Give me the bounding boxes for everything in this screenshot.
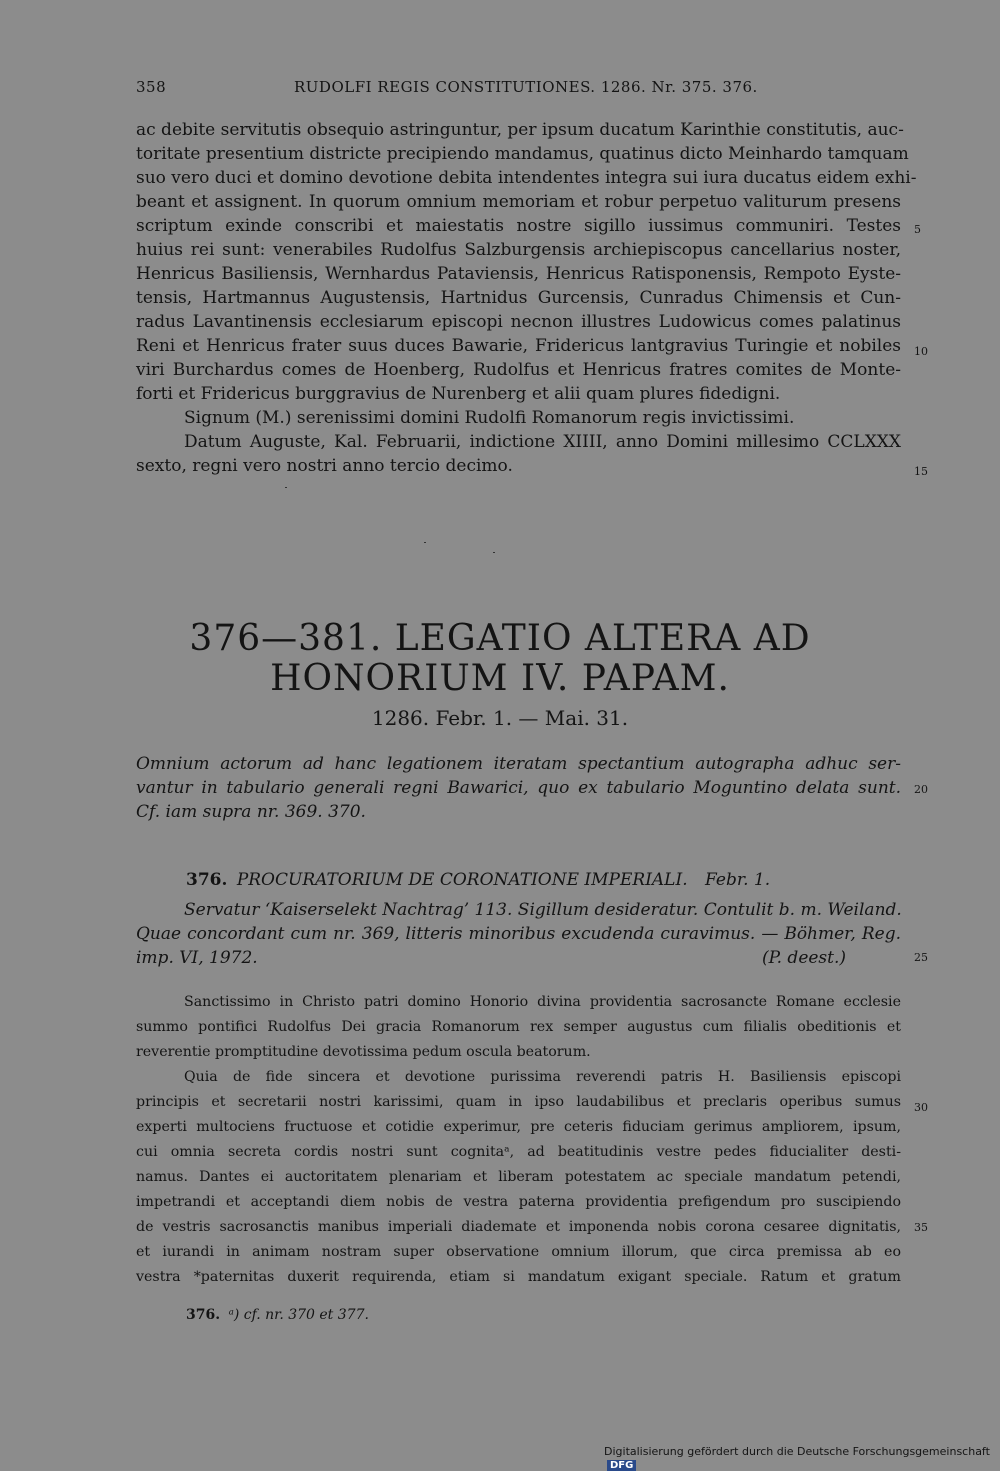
apparatus bbox=[136, 898, 901, 970]
section-title-line2: HONORIUM IV. PAPAM. bbox=[270, 658, 730, 699]
line-number: 20 bbox=[914, 783, 928, 796]
text-line: Cf. iam supra nr. 369. 370. bbox=[136, 802, 366, 822]
text-line: summo pontifici Rudolfus Dei gracia Romanorum rex semper augustus cum filialis obeditionis et bbox=[136, 1019, 901, 1035]
text-line: Datum Auguste, Kal. Februarii, indictione XIIII, anno Domini millesimo CCLXXX bbox=[184, 432, 901, 452]
dfg-logo: DFG bbox=[607, 1460, 636, 1471]
line-number: 5 bbox=[914, 223, 921, 236]
line-number: 30 bbox=[914, 1101, 928, 1114]
text-line: reverentie promptitudine devotissima pedum oscula beatorum. bbox=[136, 1044, 591, 1060]
line-number: 25 bbox=[914, 951, 928, 964]
text-line: radus Lavantinensis ecclesiarum episcopi necnon illustres Ludowicus comes palatinus bbox=[136, 312, 901, 332]
text-line: et iurandi in animam nostram super observatione omnium illorum, que circa premissa ab eo bbox=[136, 1244, 901, 1260]
apparatus-note: (P. deest.) bbox=[762, 948, 847, 968]
text-line: cui omnia secreta cordis nostri sunt cognitaᵃ, ad beatitudinis vestre pedes fiducialiter desti- bbox=[136, 1144, 901, 1160]
text-line: toritate presentium districte precipiendo mandamus, quatinus dicto Meinhardo tamquam bbox=[136, 144, 909, 164]
apparatus-source: imp. VI, 1972. bbox=[136, 948, 258, 968]
text-line: forti et Fridericus burggravius de Nurenberg et alii quam plures fidedigni. bbox=[136, 384, 781, 404]
text-line: beant et assignent. In quorum omnium memoriam et robur perpetuo valiturum presens bbox=[136, 192, 901, 212]
text-line: vestra *paternitas duxerit requirenda, etiam si mandatum exigant speciale. Ratum et gratum bbox=[136, 1269, 901, 1285]
scan-speck bbox=[424, 542, 426, 543]
text-line: ac debite servitutis obsequio astringuntur, per ipsum ducatum Karinthie constitutis, auc- bbox=[136, 120, 904, 140]
section-dates: 1286. Febr. 1. — Mai. 31. bbox=[371, 706, 629, 730]
text-line: Signum (M.) serenissimi domini Rudolfi Romanorum regis invictissimi. bbox=[184, 408, 795, 428]
text-line: tensis, Hartmannus Augustensis, Hartnidus Gurcensis, Cunradus Chimensis et Cun- bbox=[136, 288, 901, 308]
document-heading bbox=[186, 870, 770, 890]
scan-speck bbox=[493, 552, 495, 553]
document-title: PROCURATORIUM DE CORONATIONE IMPERIALI. bbox=[236, 870, 688, 890]
text-line: viri Burchardus comes de Hoenberg, Rudolfus et Henricus fratres comites de Monte- bbox=[136, 360, 901, 380]
text-line: Reni et Henricus frater suus duces Bawarie, Fridericus lantgravius Turingie et nobiles bbox=[136, 336, 901, 356]
document-date: Febr. 1. bbox=[705, 870, 771, 890]
footnote-text: ᵃ) cf. nr. 370 et 377. bbox=[228, 1307, 369, 1323]
text-line: Quae concordant cum nr. 369, litteris minoribus excudenda curavimus. — Böhmer, Reg. bbox=[136, 924, 901, 944]
body-top bbox=[136, 118, 917, 478]
line-number: 10 bbox=[914, 345, 928, 358]
text-line: sexto, regni vero nostri anno tercio decimo. bbox=[136, 456, 513, 476]
funding-text: Digitalisierung gefördert durch die Deutsche Forschungsgemeinschaft bbox=[604, 1445, 990, 1458]
text-line: scriptum exinde conscribi et maiestatis nostre sigillo iussimus communiri. Testes bbox=[136, 216, 901, 236]
page-number: 358 bbox=[136, 78, 167, 96]
text-line: Henricus Basiliensis, Wernhardus Pataviensis, Henricus Ratisponensis, Rempoto Eyste- bbox=[136, 264, 901, 284]
text-line: vantur in tabulario generali regni Bawarici, quo ex tabulario Moguntino delata sunt. bbox=[136, 778, 901, 798]
footnote bbox=[186, 1307, 369, 1323]
text-line: principis et secretarii nostri karissimi, quam in ipso laudabilibus et preclaris operibus sumus bbox=[136, 1094, 901, 1110]
text-line: huius rei sunt: venerabiles Rudolfus Salzburgensis archiepiscopus cancellarius noster, bbox=[136, 240, 901, 260]
running-title: RUDOLFI REGIS CONSTITUTIONES. 1286. Nr. 375. 376. bbox=[294, 78, 758, 96]
text-line: experti multociens fructuose et cotidie experimur, pre ceteris fiduciam gerimus ampliorem, ipsum, bbox=[136, 1119, 901, 1135]
document-body bbox=[136, 990, 901, 1290]
text-line: Quia de fide sincera et devotione purissima reverendi patris H. Basiliensis episcopi bbox=[184, 1069, 901, 1085]
text-line: de vestris sacrosanctis manibus imperiali diademate et imponenda nobis corona cesaree dignitatis, bbox=[136, 1219, 901, 1235]
text-line: Servatur ‘Kaiserselekt Nachtrag’ 113. Sigillum desideratur. Contulit b. m. Weiland. bbox=[184, 900, 902, 920]
text-line: Omnium actorum ad hanc legationem iteratam spectantium autographa adhuc ser- bbox=[136, 754, 901, 774]
funding-footer bbox=[604, 1445, 1000, 1471]
section-intro bbox=[136, 752, 901, 824]
text-line: suo vero duci et domino devotione debita intendentes integra sui iura ducatus eidem exhi- bbox=[136, 168, 917, 188]
scan-speck bbox=[285, 487, 287, 488]
footnote-number: 376. bbox=[186, 1307, 221, 1323]
section-title-line1: 376—381. LEGATIO ALTERA AD bbox=[189, 618, 811, 659]
text-line bbox=[136, 946, 901, 970]
text-line: Sanctissimo in Christo patri domino Honorio divina providentia sacrosancte Romane ecclesie bbox=[184, 994, 901, 1010]
text-line: impetrandi et acceptandi diem nobis de vestra paterna providentia prefigendum pro suscipiendo bbox=[136, 1194, 901, 1210]
text-line: namus. Dantes ei auctoritatem plenariam et liberam potestatem ac speciale mandatum petendi, bbox=[136, 1169, 901, 1185]
document-number: 376. bbox=[186, 870, 228, 890]
line-number: 35 bbox=[914, 1221, 928, 1234]
line-number: 15 bbox=[914, 465, 928, 478]
